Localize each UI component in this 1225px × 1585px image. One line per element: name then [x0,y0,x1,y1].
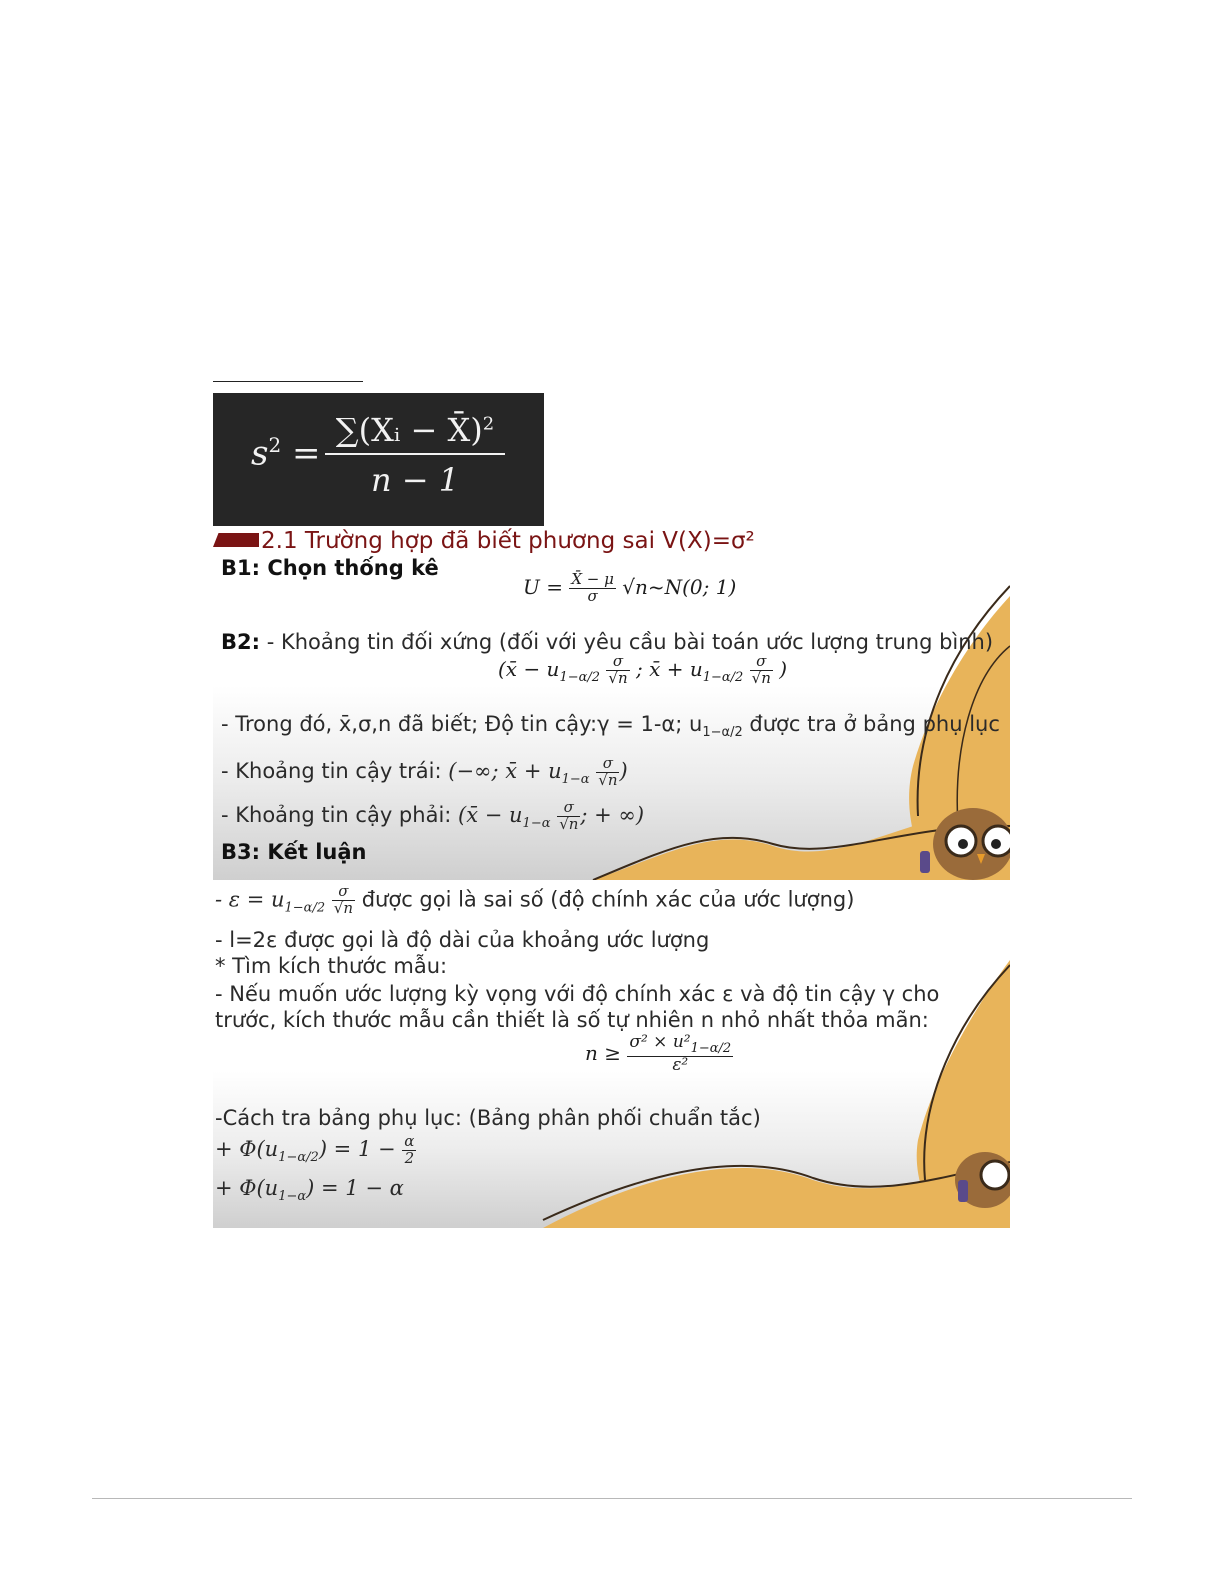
length-line: - l=2ε được gọi là độ dài của khoảng ước lượng [215,928,710,952]
step-b1: B1: Chọn thống kê [221,556,439,580]
symmetric-ci-equation: (x̄ − $u_{1-\alpha/2}$ $\frac{\sigma}{√n}$ ; x̄ + $u_{1-\alpha/2}$ $\frac{\sigma}{√n}$ ) [498,652,788,687]
phi-equation-2: + $\Phi(u_{1-\alpha}) = 1 - \alpha$ [215,1176,404,1204]
slide-known-variance [213,526,1010,880]
footer-divider [92,1498,1132,1499]
condition-line-2: trước, kích thước mẫu cần thiết là số tự nhiên n nhỏ nhất thỏa mãn: [215,1008,929,1032]
section-heading: 2.1 Trường hợp đã biết phương sai V(X)=σ² [213,528,813,554]
top-divider [213,381,363,382]
sample-size-heading: * Tìm kích thước mẫu: [215,954,448,978]
where-line: - Trong đó, x̄,σ,n đã biết; Độ tin cậy:γ = 1-α; $u_{1-\alpha/2}$ được tra ở bảng phụ lục [221,712,1000,740]
condition-line-1: - Nếu muốn ước lượng kỳ vọng với độ chính xác ε và độ tin cậy γ cho [215,982,940,1006]
formula-lhs: $s^2$ = [251,433,321,474]
slide-conclusion [213,880,1010,1228]
formula-numerator: ∑(Xᵢ − X̄) [335,411,483,449]
step-b2: B2: - Khoảng tin đối xứng (đối với yêu cầu bài toán ước lượng trung bình) [221,630,994,654]
right-ci-line: - Khoảng tin cậy phải: (x̄ − $u_{1-\alpha}$ $\frac{\sigma}{√n}$ ; + ∞) [221,798,645,833]
lookup-table-line: -Cách tra bảng phụ lục: (Bảng phân phối chuẩn tắc) [215,1106,761,1130]
step-b3: B3: Kết luận [221,840,367,864]
sample-size-inequality: n ≥ $\frac{\sigma^2 \times u^2_{1-\alpha/2}}{\text{ε²}}$ [585,1032,732,1075]
formula-fraction: ∑(Xᵢ − X̄)$^2$ n − 1 [325,411,505,499]
heading-flag-icon [213,533,259,547]
epsilon-line: - $\varepsilon = u_{1-\alpha/2}$ $\frac{\sigma}{√n}$ được gọi là sai số (độ chính xác của ước lượng) [215,882,855,917]
sample-variance-formula-image [213,393,544,526]
left-ci-line: - Khoảng tin cậy trái: (−∞; x̄ + $u_{1-\alpha}$ $\frac{\sigma}{√n}$ ) [221,754,628,789]
phi-equation-1: + $\Phi(u_{1-\alpha/2}) = 1$ − $\frac{\alpha}{2}$ [215,1132,415,1167]
u-statistic-equation: U = $\frac{X̄ - \mu}{\sigma}$ √n~N(0; 1) [523,570,737,605]
formula-denominator: n − 1 [370,461,460,499]
